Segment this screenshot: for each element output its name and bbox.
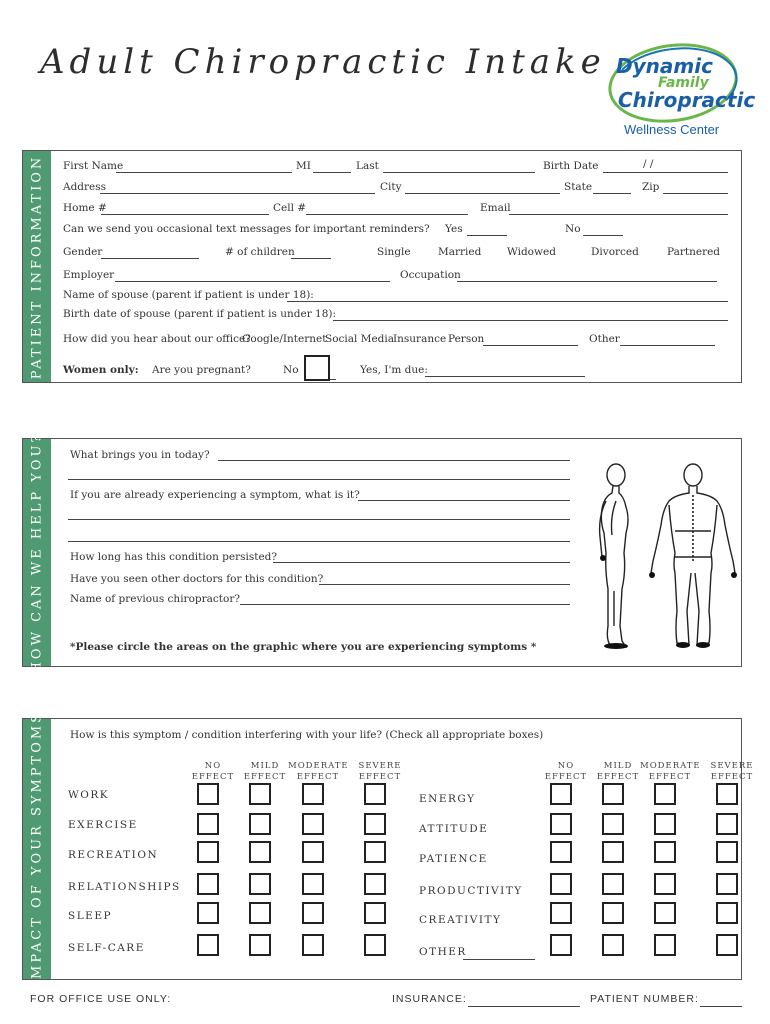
state-field[interactable] xyxy=(593,193,631,194)
right-row-5-checkbox-3[interactable] xyxy=(716,934,738,956)
other-doctors-field[interactable] xyxy=(319,584,570,585)
logo-line-family: Family xyxy=(658,75,709,91)
address-field[interactable] xyxy=(100,193,375,194)
gender-label: Gender xyxy=(63,246,103,258)
right-row-label-4: CREATIVITY xyxy=(419,914,502,926)
pregnant-no-checkbox[interactable] xyxy=(304,355,330,381)
right-row-1-checkbox-0[interactable] xyxy=(550,813,572,835)
left-row-3-checkbox-3[interactable] xyxy=(364,873,386,895)
state-label: State xyxy=(564,181,593,193)
text-yes-label: Yes xyxy=(445,223,463,235)
circle-instruction: *Please circle the areas on the graphic where you are experiencing symptoms * xyxy=(70,641,537,653)
left-row-2-checkbox-3[interactable] xyxy=(364,841,386,863)
left-row-4-checkbox-3[interactable] xyxy=(364,902,386,924)
referral-other-field[interactable] xyxy=(620,345,715,346)
gender-field[interactable] xyxy=(101,258,199,259)
due-date-field[interactable] xyxy=(425,376,585,377)
email-field[interactable] xyxy=(509,214,728,215)
right-row-1-checkbox-3[interactable] xyxy=(716,813,738,835)
body-side-view-graphic[interactable] xyxy=(586,461,646,653)
brings-field[interactable] xyxy=(218,460,570,461)
left-row-label-0: WORK xyxy=(68,789,110,801)
mi-field[interactable] xyxy=(313,172,351,173)
text-yes-field[interactable] xyxy=(467,235,507,236)
first-name-label: First Name xyxy=(63,160,124,172)
status-partnered[interactable]: Partnered xyxy=(667,246,721,258)
left-header-1: MILD EFFECT xyxy=(243,761,287,782)
logo-line-dynamic: Dynamic xyxy=(616,54,713,78)
left-row-4-checkbox-1[interactable] xyxy=(249,902,271,924)
last-name-field[interactable] xyxy=(383,172,535,173)
left-row-3-checkbox-1[interactable] xyxy=(249,873,271,895)
referral-person[interactable]: Person xyxy=(448,333,485,345)
footer-insurance-field[interactable] xyxy=(468,1006,580,1007)
due-date-label: Yes, I'm due: xyxy=(360,364,428,376)
left-row-3-checkbox-2[interactable] xyxy=(302,873,324,895)
text-no-label: No xyxy=(565,223,581,235)
status-divorced[interactable]: Divorced xyxy=(591,246,639,258)
left-row-5-checkbox-2[interactable] xyxy=(302,934,324,956)
left-row-0-checkbox-1[interactable] xyxy=(249,783,271,805)
left-row-4-checkbox-0[interactable] xyxy=(197,902,219,924)
right-row-0-checkbox-0[interactable] xyxy=(550,783,572,805)
mi-label: MI xyxy=(296,160,311,172)
left-row-1-checkbox-2[interactable] xyxy=(302,813,324,835)
right-row-3-checkbox-0[interactable] xyxy=(550,873,572,895)
brings-field-2[interactable] xyxy=(68,479,570,480)
right-row-1-checkbox-2[interactable] xyxy=(654,813,676,835)
occupation-label: Occupation xyxy=(400,269,461,281)
status-married[interactable]: Married xyxy=(438,246,482,258)
patient-number-label: PATIENT NUMBER: xyxy=(590,993,699,1005)
impact-section xyxy=(22,710,754,988)
zip-label: Zip xyxy=(642,181,660,193)
left-row-5-checkbox-0[interactable] xyxy=(197,934,219,956)
footer-insurance-label: INSURANCE: xyxy=(392,993,467,1005)
right-row-0-checkbox-1[interactable] xyxy=(602,783,624,805)
logo-wellness-center: Wellness Center xyxy=(624,122,720,137)
cell-phone-label: Cell # xyxy=(273,202,307,214)
left-row-label-5: SELF-CARE xyxy=(68,942,145,954)
right-row-3-checkbox-2[interactable] xyxy=(654,873,676,895)
status-widowed[interactable]: Widowed xyxy=(507,246,556,258)
other-doctors-question: Have you seen other doctors for this condition? xyxy=(70,573,324,585)
other-field[interactable] xyxy=(463,959,535,960)
left-row-1-checkbox-3[interactable] xyxy=(364,813,386,835)
occupation-field[interactable] xyxy=(457,281,717,282)
right-row-label-2: PATIENCE xyxy=(419,853,488,865)
symptom-field[interactable] xyxy=(358,500,570,501)
left-row-label-2: RECREATION xyxy=(68,849,159,861)
children-field[interactable] xyxy=(291,258,331,259)
right-row-3-checkbox-3[interactable] xyxy=(716,873,738,895)
birth-date-field[interactable] xyxy=(603,172,728,173)
persisted-field[interactable] xyxy=(273,562,570,563)
email-label: Email xyxy=(480,202,511,214)
referral-google[interactable]: Google/Internet xyxy=(242,333,327,345)
left-row-0-checkbox-3[interactable] xyxy=(364,783,386,805)
right-row-0-checkbox-2[interactable] xyxy=(654,783,676,805)
left-row-5-checkbox-1[interactable] xyxy=(249,934,271,956)
right-row-0-checkbox-3[interactable] xyxy=(716,783,738,805)
right-header-1: MILD EFFECT xyxy=(596,761,640,782)
symptom-field-3[interactable] xyxy=(68,541,570,542)
brings-question: What brings you in today? xyxy=(70,449,210,461)
referral-social-media[interactable]: Social Media xyxy=(325,333,395,345)
spouse-name-field[interactable] xyxy=(287,301,728,302)
left-row-4-checkbox-2[interactable] xyxy=(302,902,324,924)
right-row-2-checkbox-1[interactable] xyxy=(602,841,624,863)
right-row-label-3: PRODUCTIVITY xyxy=(419,885,523,897)
patient-information-section xyxy=(22,150,742,383)
clinic-logo xyxy=(600,40,760,140)
right-row-label-5: OTHER xyxy=(419,946,467,958)
office-use-label: FOR OFFICE USE ONLY: xyxy=(30,993,172,1005)
left-row-1-checkbox-1[interactable] xyxy=(249,813,271,835)
right-row-2-checkbox-0[interactable] xyxy=(550,841,572,863)
spouse-birth-label: Birth date of spouse (parent if patient is under 18): xyxy=(63,308,337,320)
left-header-2: MODERATE EFFECT xyxy=(288,761,349,782)
left-row-2-checkbox-1[interactable] xyxy=(249,841,271,863)
left-row-label-3: RELATIONSHIPS xyxy=(68,881,181,893)
left-row-2-checkbox-2[interactable] xyxy=(302,841,324,863)
left-row-label-4: SLEEP xyxy=(68,910,113,922)
address-label: Address xyxy=(63,181,107,193)
patient-info-sidebar-label: PATIENT INFORMATION xyxy=(29,154,45,379)
persisted-question: How long has this condition persisted? xyxy=(70,551,278,563)
last-name-label: Last xyxy=(356,160,379,172)
patient-number-field[interactable] xyxy=(700,1006,742,1007)
left-row-3-checkbox-0[interactable] xyxy=(197,873,219,895)
help-sidebar-label: HOW CAN WE HELP YOU? xyxy=(29,432,45,673)
impact-sidebar xyxy=(23,710,51,988)
left-row-0-checkbox-0[interactable] xyxy=(197,783,219,805)
right-row-3-checkbox-1[interactable] xyxy=(602,873,624,895)
right-row-5-checkbox-0[interactable] xyxy=(550,934,572,956)
logo-line-chiropractic: Chiropractic xyxy=(618,88,756,112)
city-field[interactable] xyxy=(405,193,560,194)
spouse-birth-field[interactable] xyxy=(333,320,728,321)
zip-field[interactable] xyxy=(663,193,728,194)
children-label: # of children xyxy=(225,246,295,258)
text-no-field[interactable] xyxy=(583,235,623,236)
right-row-5-checkbox-1[interactable] xyxy=(602,934,624,956)
home-phone-label: Home # xyxy=(63,202,107,214)
employer-label: Employer xyxy=(63,269,115,281)
referral-other[interactable]: Other xyxy=(589,333,620,345)
left-header-0: NO EFFECT xyxy=(191,761,235,782)
birth-date-label: Birth Date xyxy=(543,160,599,172)
impact-sidebar-label: IMPACT OF YOUR SYMPTOMS xyxy=(29,710,45,988)
right-header-0: NO EFFECT xyxy=(544,761,588,782)
how-can-we-help-section xyxy=(22,432,742,673)
home-phone-field[interactable] xyxy=(101,214,269,215)
text-messages-question: Can we send you occasional text messages for important reminders? xyxy=(63,223,430,235)
left-row-1-checkbox-0[interactable] xyxy=(197,813,219,835)
referral-question: How did you hear about our office? xyxy=(63,333,251,345)
right-row-label-0: ENERGY xyxy=(419,793,476,805)
right-row-4-checkbox-0[interactable] xyxy=(550,902,572,924)
right-row-2-checkbox-3[interactable] xyxy=(716,841,738,863)
left-header-3: SEVERE EFFECT xyxy=(358,761,402,782)
left-row-0-checkbox-2[interactable] xyxy=(302,783,324,805)
page-title: Adult Chiropractic Intake xyxy=(40,42,606,82)
cell-phone-field[interactable] xyxy=(306,214,468,215)
right-row-5-checkbox-2[interactable] xyxy=(654,934,676,956)
status-single[interactable]: Single xyxy=(377,246,411,258)
pregnant-no-label: No xyxy=(283,364,299,376)
women-only-label: Women only: xyxy=(63,364,139,376)
spouse-name-label: Name of spouse (parent if patient is under 18): xyxy=(63,289,314,301)
left-row-2-checkbox-0[interactable] xyxy=(197,841,219,863)
referral-person-field[interactable] xyxy=(483,345,578,346)
birth-date-separators: / / xyxy=(643,158,654,170)
employer-field[interactable] xyxy=(115,281,390,282)
left-row-5-checkbox-3[interactable] xyxy=(364,934,386,956)
previous-chiro-field[interactable] xyxy=(240,604,570,605)
right-row-4-checkbox-1[interactable] xyxy=(602,902,624,924)
city-label: City xyxy=(380,181,402,193)
right-header-3: SEVERE EFFECT xyxy=(710,761,754,782)
previous-chiro-question: Name of previous chiropractor? xyxy=(70,593,240,605)
right-row-4-checkbox-2[interactable] xyxy=(654,902,676,924)
impact-question: How is this symptom / condition interfering with your life? (Check all appropriate boxes) xyxy=(70,729,544,741)
body-back-view-graphic[interactable] xyxy=(645,461,741,653)
first-name-field[interactable] xyxy=(116,172,292,173)
symptom-question: If you are already experiencing a symptom, what is it? xyxy=(70,489,360,501)
patient-info-sidebar xyxy=(23,151,51,382)
referral-insurance[interactable]: Insurance xyxy=(393,333,447,345)
symptom-field-2[interactable] xyxy=(68,519,570,520)
pregnant-question: Are you pregnant? xyxy=(152,364,251,376)
left-row-label-1: EXERCISE xyxy=(68,819,138,831)
pregnant-no-line xyxy=(330,379,336,380)
right-row-2-checkbox-2[interactable] xyxy=(654,841,676,863)
right-row-4-checkbox-3[interactable] xyxy=(716,902,738,924)
right-row-1-checkbox-1[interactable] xyxy=(602,813,624,835)
help-sidebar xyxy=(23,432,51,673)
right-row-label-1: ATTITUDE xyxy=(419,823,489,835)
right-header-2: MODERATE EFFECT xyxy=(640,761,701,782)
